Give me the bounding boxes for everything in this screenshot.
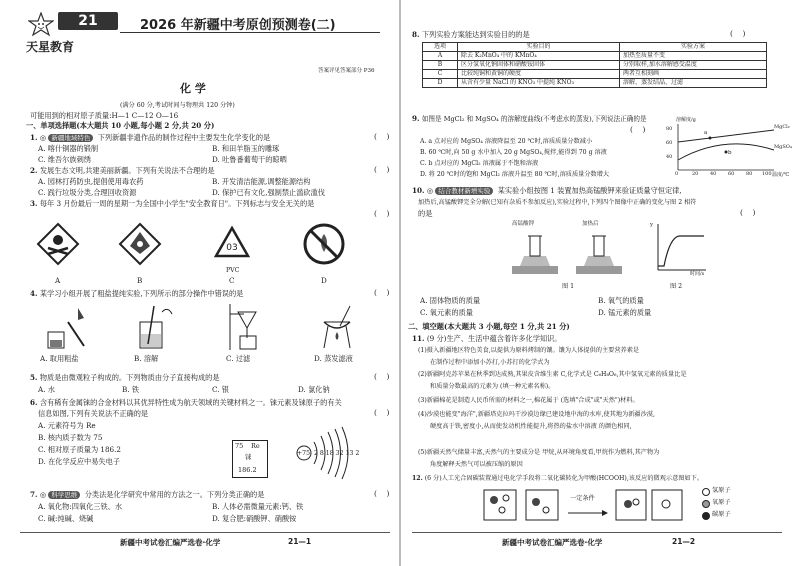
point-a-label: a: [704, 130, 708, 136]
q11-text: (9 分)生产、生活中蕴含着许多化学知识。: [426, 334, 562, 343]
legend-oxygen-icon: [702, 500, 710, 508]
footer-rule: [412, 532, 782, 533]
q1-number: 1.: [30, 133, 38, 142]
q3-label-b: B: [137, 276, 143, 285]
q9-answer-blank[interactable]: ( ): [630, 125, 646, 134]
q2-stem: [30, 166, 215, 175]
q7-option-a: A. 氧化物:四氧化三铁、水: [38, 502, 123, 511]
q8-text: 下列实验方案能达到实验目的的是: [421, 30, 530, 39]
q9-text: 如图是 MgCl₂ 和 MgSO₄ 的溶解度曲线(不考虑水的蒸发),下列说法正确的是: [421, 115, 647, 123]
q5-option-c: C. 银: [212, 385, 229, 394]
q4-label-b: B. 溶解: [134, 354, 159, 363]
x-tick: 40: [710, 171, 717, 177]
q1-tag: 新疆地域特色: [48, 134, 93, 142]
point-b-label: b: [728, 150, 732, 156]
dissolve-icon: [126, 302, 180, 356]
q4-label-c: C. 过滤: [226, 354, 251, 363]
table-cell: 区分氢氧化钠固体和硝酸铵固体: [458, 61, 620, 70]
section-two-heading: 二、填空题(本大题共 3 小题,每空 1 分,共 21 分): [408, 322, 570, 331]
x-tick: 100: [762, 171, 772, 177]
left-footer: 新疆中考试卷汇编严选卷·化学: [120, 538, 221, 547]
table-header-row: [423, 43, 767, 52]
q9-stem: [412, 114, 647, 124]
q9-option-c: C. b 点对应的 MgCl₂ 溶液属于不饱和溶液: [420, 160, 539, 167]
q10-stem: [412, 186, 682, 195]
q2-answer-blank[interactable]: ( ): [374, 165, 390, 174]
exam-meta: (满分 60 分,考试时间与物理共 120 分钟): [120, 102, 235, 109]
q6-stem-line2: 信息如图,下列有关说法不正确的是: [38, 409, 149, 418]
recycle-sign-label: PVC: [226, 267, 240, 274]
fig1-caption: 图 1: [562, 283, 575, 290]
q10-tag: 结合教材新增实验: [435, 187, 493, 195]
table-header-cell: 实验目的: [458, 43, 620, 52]
filter-icon: [218, 302, 272, 356]
x-tick: 80: [746, 171, 753, 177]
q5-answer-blank[interactable]: ( ): [374, 372, 390, 381]
q11-part4: (4)沙漠也能变"海洋",新疆塔克拉玛干沙漠边缘已建设地中海的水库,使其地为新疆沙漠,: [418, 411, 655, 418]
reactant-box-icon: [482, 488, 562, 528]
x-tick: 20: [692, 171, 699, 177]
balance-after-icon: [572, 222, 626, 284]
q8-stem: [412, 30, 530, 39]
table-cell: 溶解、蒸发结晶、过滤: [620, 79, 767, 88]
x-tick: 60: [728, 171, 735, 177]
q1-text: 下列新疆非遗作品的制作过程中主要发生化学变化的是: [97, 133, 271, 142]
legend-carbon-icon: [702, 512, 710, 520]
q6-option-a: A. 元素符号为 Re: [38, 421, 96, 430]
q8-number: 8.: [412, 30, 420, 39]
q3-answer-blank[interactable]: ( ): [374, 209, 390, 218]
paper-badge-number: 21: [58, 12, 118, 30]
q3-text: 每年 3 月份最后一周的星期一为全国中小学生"安全教育日"。下列标志与安全无关的是: [39, 199, 315, 208]
section-one-heading: 一、单项选择题(本大题共 10 小题,每小题 2 分,共 20 分): [26, 121, 215, 130]
q10-option-d: D. 锰元素的质量: [598, 308, 652, 317]
q2-text: 发展生态文明,共建美丽新疆。下列有关说法不合理的是: [39, 166, 215, 175]
y-tick: 60: [666, 140, 673, 146]
q3-label-d: D: [321, 276, 327, 285]
reaction-condition: 一定条件: [570, 495, 595, 502]
fig2-y-label: y: [650, 222, 654, 228]
q2-number: 2.: [30, 166, 38, 175]
q11-part3: (3)新疆棉花是制造人民币所需的材料之一,棉花属于 (选填"合成"或"天然")材料。: [418, 397, 639, 404]
toxic-sign-icon: [36, 222, 80, 270]
legend-hydrogen: 氢原子: [712, 487, 731, 494]
q10-option-a: A. 固体物质的质量: [420, 296, 481, 305]
q6-option-c: C. 相对原子质量为 186.2: [38, 445, 121, 454]
q5-option-d: D. 氯化钠: [298, 385, 330, 394]
q11-stem: [412, 334, 561, 343]
q9-number: 9.: [412, 114, 420, 123]
q3-label-a: A: [55, 276, 61, 285]
q11-number: 11.: [412, 334, 425, 343]
q4-label-d: D. 蒸发滤液: [314, 354, 353, 363]
right-page-number: 21—2: [672, 537, 696, 546]
radiation-sign-icon: [118, 222, 162, 270]
table-header-cell: 选项: [423, 43, 458, 52]
atom-core-label: +75: [297, 450, 311, 457]
q11-part2-cont: 和质量分数最高的元素为 (填一种元素名称)。: [430, 383, 555, 390]
q4-stem: [30, 289, 243, 298]
q2-option-b: B. 开发清洁能源,调整能源结构: [212, 177, 311, 186]
q10-text: 某实验小组按图 1 装置加热高锰酸钾来验证质量守恒定律,: [497, 186, 682, 195]
fig2-chart: [650, 222, 710, 280]
table-cell: 分别取样,加水溶解感受温度: [620, 61, 767, 70]
table-cell: D: [423, 79, 458, 88]
q9-option-b: B. 60 ℃时,向 50 g 水中加入 20 g MgSO₄,搅拌,能得到 70 g 溶液: [420, 149, 607, 156]
q2-option-a: A. 园林打药防虫,提倡使用毒农药: [38, 177, 144, 186]
recycle-sign-icon: [210, 222, 254, 270]
q12-text: (6 分)人工光合固碳装置通过电化学手段将二氧化碳转化为甲酸(HCOOH),该反应的微观示意图如下。: [424, 475, 704, 482]
q10-stem-line3: 的是: [418, 209, 433, 218]
right-page: [402, 0, 800, 566]
q3-label-c: C: [229, 276, 235, 285]
q10-option-c: C. 氧元素的质量: [420, 308, 473, 317]
x-tick: 0: [675, 171, 679, 177]
series-label-mgcl2: MgCl₂: [774, 124, 790, 130]
table-cell: C: [423, 70, 458, 79]
subject-title: 化 学: [180, 82, 206, 95]
legend-hydrogen-icon: [702, 488, 710, 496]
table-header-cell: 实验方案: [620, 43, 767, 52]
q11-part1: (1)摄入新疆地区特色美食,以提供为原料烤制的馕。馕为人体提供的主要营养素是: [418, 347, 640, 354]
q4-text: 某学习小组开展了粗盐提纯实验,下列所示的部分操作中错误的是: [39, 289, 244, 298]
table-cell: B: [423, 61, 458, 70]
q5-option-a: A. 水: [38, 385, 55, 394]
atom-shell-label: 2 8 18 32 13 2: [314, 450, 360, 457]
x-axis-title: 温度/℃: [772, 172, 790, 178]
q7-option-b: B. 人体必需微量元素:钙、铁: [212, 502, 304, 511]
y-tick: 80: [666, 126, 673, 132]
table-cell: A: [423, 52, 458, 61]
element-cell-number: 75: [235, 442, 244, 450]
q2-option-d: D. 保护已有文化,强制禁止滥砍滥伐: [212, 188, 325, 197]
q8-table: [422, 42, 767, 88]
table-cell: 比较纯铜和黄铜的硬度: [458, 70, 620, 79]
q10-number: 10.: [412, 186, 425, 195]
solubility-chart: [664, 117, 796, 180]
q12-stem: [412, 474, 703, 483]
no-fire-sign-icon: [302, 222, 346, 270]
q4-answer-blank[interactable]: ( ): [374, 288, 390, 297]
brand-star-icon: [28, 12, 54, 38]
q11-part1-cont: 在制作过程中添加小苏打,小苏打的化学式为: [430, 359, 550, 366]
page-divider: [399, 0, 401, 566]
table-cell: 除去 K₂MnO₄ 中的 KMnO₄: [458, 52, 620, 61]
reaction-arrow-icon: [568, 502, 608, 521]
q7-text: 分类法是化学研究中常用的方法之一。下列分类正确的是: [84, 490, 265, 499]
fig2-x-label: 时间/s: [690, 271, 705, 277]
q8-answer-blank[interactable]: ( ): [730, 29, 746, 38]
q7-option-c: C. 碱:纯碱、烧碱: [38, 514, 94, 523]
q6-answer-blank[interactable]: ( ): [374, 408, 390, 417]
footer-rule: [20, 532, 390, 533]
table-row: [423, 61, 767, 70]
y-tick: 40: [666, 154, 673, 160]
q9-option-d: D. 将 20 ℃时的饱和 MgCl₂ 溶液升温至 80 ℃时,溶质质量分数增大: [420, 171, 610, 178]
q6-number: 6.: [30, 398, 38, 407]
element-cell-symbol: Re: [251, 442, 260, 450]
take-salt-icon: [40, 302, 94, 356]
q3-stem: [30, 199, 314, 208]
table-cell: 从含有少量 NaCl 的 KNO₃ 中提纯 KNO₃: [458, 79, 620, 88]
element-cell-name: 铼: [245, 453, 252, 461]
brand-name: 天星教育: [26, 40, 75, 54]
q7-tag: 科学思维: [48, 491, 80, 499]
series-label-mgso4: MgSO₄: [774, 144, 792, 150]
element-cell-mass: 186.2: [238, 466, 257, 474]
lightbulb-icon: ◎: [426, 186, 434, 195]
q12-number: 12.: [412, 475, 423, 482]
q5-stem: [30, 373, 220, 382]
legend-carbon: 碳原子: [712, 511, 731, 518]
legend-oxygen: 氧原子: [712, 499, 731, 506]
q10-answer-blank[interactable]: ( ): [740, 208, 756, 217]
chart-y-title: 溶解度/g: [676, 117, 696, 123]
table-row: [423, 52, 767, 61]
left-page-number: 21—1: [288, 537, 312, 546]
fig1-left-label: 高锰酸钾: [512, 221, 535, 227]
q6-option-d: D. 在化学反应中易失电子: [38, 457, 120, 466]
element-cell: [232, 440, 268, 478]
q6-option-b: B. 核内质子数为 75: [38, 433, 103, 442]
q7-number: 7.: [30, 490, 38, 499]
q4-number: 4.: [30, 289, 38, 298]
table-cell: 两者互相刻画: [620, 70, 767, 79]
q7-option-d: D. 复合肥:硝酸钾、硝酸铵: [212, 514, 297, 523]
q2-option-c: C. 践行垃圾分类,合理回收资源: [38, 188, 137, 197]
q1-option-d: D. 吐鲁番葡萄干的晾晒: [212, 155, 287, 164]
left-page: [0, 0, 398, 566]
q5-text: 物质是由微观粒子构成的。下列物质由分子直接构成的是: [39, 373, 220, 382]
q5-option-b: B. 铁: [122, 385, 140, 394]
q1-option-a: A. 喀什铜器的锻制: [38, 144, 99, 153]
table-row: [423, 70, 767, 79]
atomic-masses: 可能用到的相对原子质量:H—1 C—12 O—16: [30, 111, 179, 120]
balance-before-icon: [508, 222, 562, 284]
paper-title: 2026 年新疆中考原创预测卷(二): [140, 18, 336, 33]
q10-option-b: B. 氧气的质量: [598, 296, 644, 305]
fig1-right-label: 加热后: [582, 221, 599, 227]
q11-part2: (2)新疆阿克苏苹果在秋季到达成熟,其果皮含维生素 C,化学式是 C₆H₈O₆,其中氢氧元素的质量比是: [418, 371, 687, 378]
q1-option-b: B. 和田羊脂玉的雕琢: [212, 144, 280, 153]
svg-text:03: 03: [226, 243, 238, 253]
evaporate-icon: [310, 302, 364, 356]
table-cell: 加热至质量不变: [620, 52, 767, 61]
right-footer: 新疆中考试卷汇编严选卷·化学: [502, 538, 603, 547]
lightbulb-icon: ◎: [39, 133, 47, 142]
q3-number: 3.: [30, 199, 38, 208]
q10-stem-line2: 加热后,高锰酸钾完全分解(已知有杂质不参加反应),实验过程中,下列四个图像中正确的变化与图 2 相符: [418, 199, 697, 206]
q6-stem: [30, 398, 342, 407]
q7-answer-blank[interactable]: ( ): [374, 489, 390, 498]
q5-number: 5.: [30, 373, 38, 382]
lightbulb-icon: ◎: [39, 490, 47, 499]
q4-label-a: A. 取用粗盐: [40, 354, 79, 363]
product-box-icon: [614, 488, 684, 528]
q1-stem: [30, 133, 270, 142]
fig2-caption: 图 2: [670, 283, 683, 290]
answer-reference: 答案评见答案部分 P36: [318, 68, 375, 74]
q11-part4-cont: 硬度高于铁,密度小,从而使发动机性能提升,将热的盐水中溶液 的颜色相同,: [430, 423, 632, 430]
q11-part5-cont: 角度解释天然气可以被压缩的原因: [430, 461, 523, 468]
q1-answer-blank[interactable]: ( ): [374, 132, 390, 141]
q1-option-c: C. 维吾尔族刺绣: [38, 155, 91, 164]
q6-text: 含有稀有金属铼的合金材料以其优异特性成为航天领域的关键材料之一。铼元素及铼原子的有关: [39, 398, 342, 407]
q7-stem: [30, 490, 264, 499]
q9-option-a: A. a 点对应的 MgSO₄ 溶液降温至 20 ℃时,溶质质量分数减小: [420, 138, 593, 145]
q11-part5: (5)新疆天然气储量丰富,天然气的主要成分是 甲烷,从环境角度看,甲烷作为燃料,其产物为: [418, 449, 660, 456]
table-row: [423, 79, 767, 88]
